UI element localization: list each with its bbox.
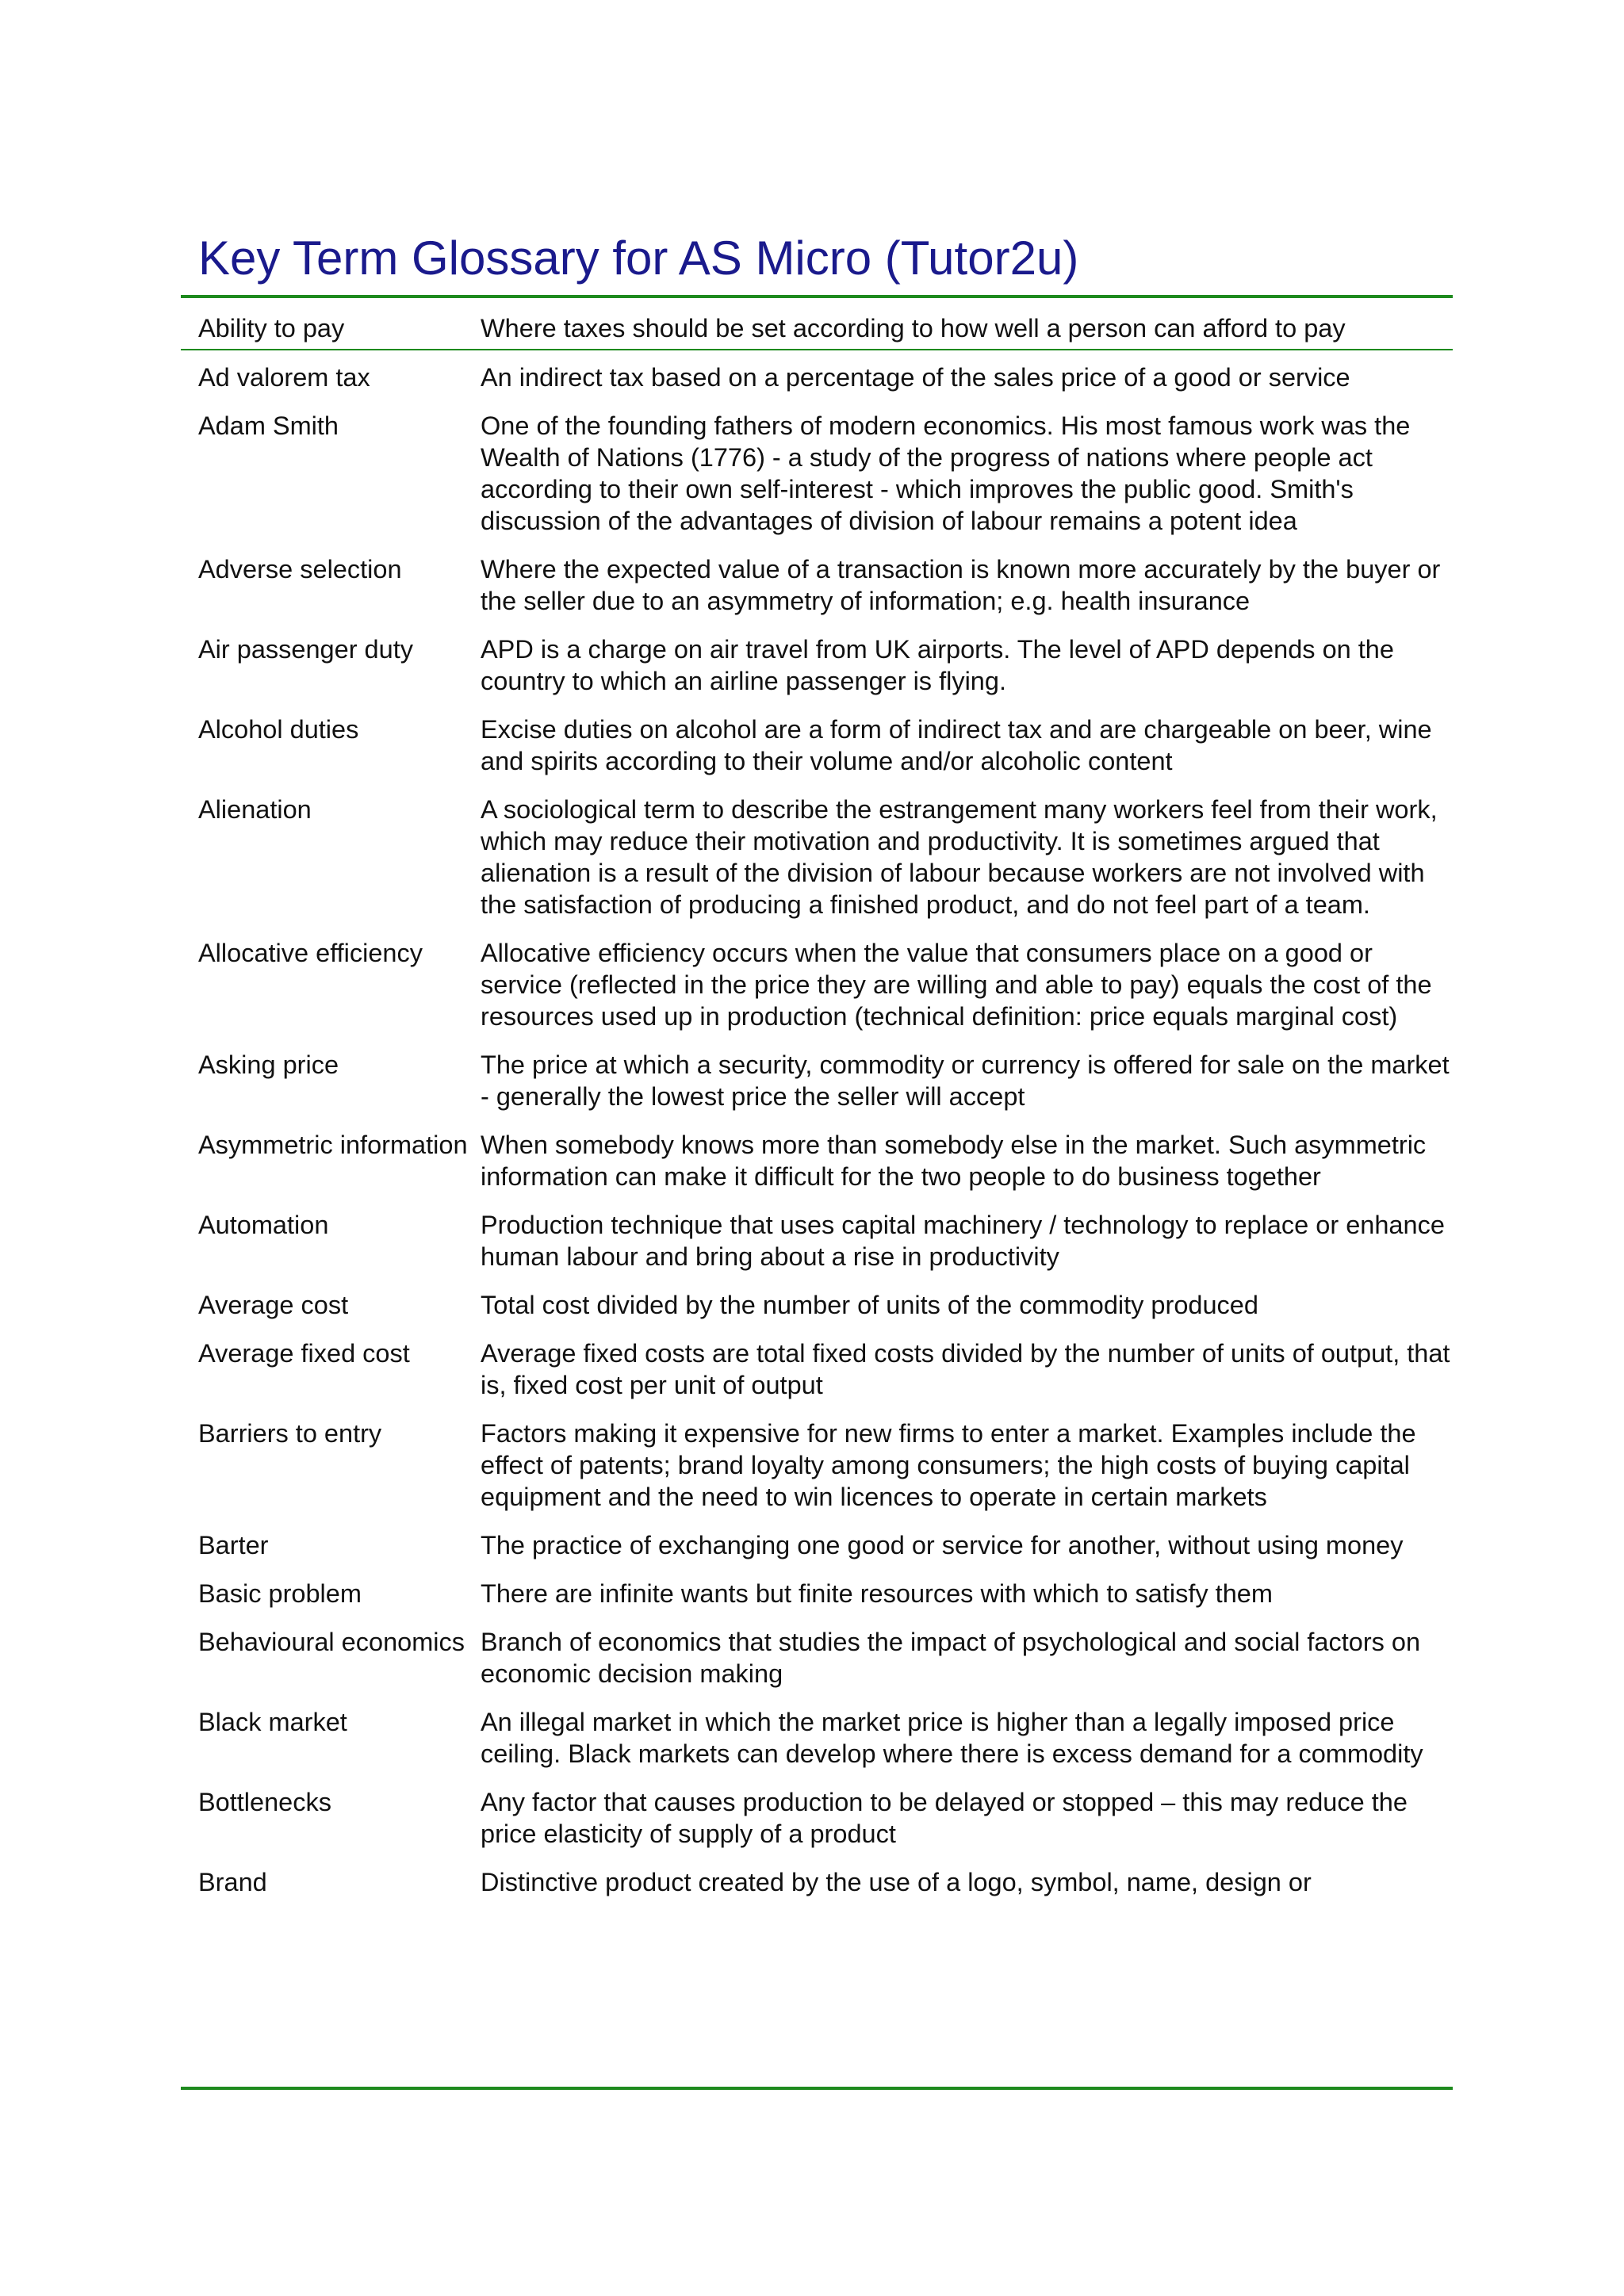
glossary-definition: Production technique that uses capital machinery / technology to replace or enhance human labour and bring about a rise in productivity bbox=[481, 1211, 1445, 1271]
glossary-definition: A sociological term to describe the estrangement many workers feel from their work, which may reduce their motivation and productivity. It is sometimes argued that alienation is a result of the division of labour because workers are not involved with the satisfaction of producing a finished product, and do not feel part of a team. bbox=[481, 795, 1438, 919]
glossary-row bbox=[198, 1786, 1453, 1850]
glossary-definition: The price at which a security, commodity or currency is offered for sale on the market - generally the lowest price the seller will accept bbox=[481, 1050, 1450, 1111]
glossary-definition: An indirect tax based on a percentage of the sales price of a good or service bbox=[481, 363, 1350, 392]
glossary-row bbox=[198, 553, 1453, 617]
glossary-term: Ability to pay bbox=[198, 314, 345, 342]
glossary-definition: Distinctive product created by the use of a logo, symbol, name, design or bbox=[481, 1868, 1312, 1896]
glossary-row bbox=[198, 1049, 1453, 1112]
glossary-definition: Where the expected value of a transaction is known more accurately by the buyer or the seller due to an asymmetry of information; e.g. health insurance bbox=[481, 555, 1441, 615]
glossary-row bbox=[198, 1289, 1453, 1321]
glossary-term: Allocative efficiency bbox=[198, 939, 423, 967]
glossary-row bbox=[198, 1706, 1453, 1770]
title-divider bbox=[181, 295, 1453, 298]
glossary-term: Average cost bbox=[198, 1291, 349, 1319]
glossary-term: Barter bbox=[198, 1531, 269, 1559]
glossary-row bbox=[198, 1529, 1453, 1561]
glossary-term: Adverse selection bbox=[198, 555, 402, 584]
glossary-term: Air passenger duty bbox=[198, 635, 413, 664]
page-title: Key Term Glossary for AS Micro (Tutor2u) bbox=[198, 232, 1079, 285]
glossary-definition: The practice of exchanging one good or service for another, without using money bbox=[481, 1531, 1404, 1559]
glossary-definition: Average fixed costs are total fixed costs divided by the number of units of output, that is, fixed cost per unit of output bbox=[481, 1339, 1450, 1399]
glossary-definition: Total cost divided by the number of units of the commodity produced bbox=[481, 1291, 1258, 1319]
glossary-row bbox=[198, 362, 1453, 393]
glossary-row bbox=[198, 714, 1453, 777]
glossary-definition: Branch of economics that studies the impact of psychological and social factors on economic decision making bbox=[481, 1628, 1421, 1688]
glossary-definition: There are infinite wants but finite resources with which to satisfy them bbox=[481, 1579, 1273, 1608]
glossary-row bbox=[198, 1337, 1453, 1401]
glossary-term: Ad valorem tax bbox=[198, 363, 370, 392]
glossary-term: Asymmetric information bbox=[198, 1131, 468, 1159]
glossary-term: Alcohol duties bbox=[198, 715, 359, 744]
glossary-term: Automation bbox=[198, 1211, 329, 1239]
glossary-term: Behavioural economics bbox=[198, 1628, 465, 1656]
glossary-row bbox=[198, 1626, 1453, 1689]
glossary-term: Asking price bbox=[198, 1050, 339, 1079]
glossary-term: Average fixed cost bbox=[198, 1339, 410, 1368]
glossary-term: Barriers to entry bbox=[198, 1419, 382, 1448]
glossary-definition: Any factor that causes production to be delayed or stopped – this may reduce the price elasticity of supply of a product bbox=[481, 1788, 1408, 1848]
glossary-row bbox=[198, 937, 1453, 1032]
glossary-row bbox=[198, 1866, 1453, 1898]
glossary-term: Bottlenecks bbox=[198, 1788, 332, 1816]
glossary-term: Adam Smith bbox=[198, 411, 339, 440]
glossary-definition: Excise duties on alcohol are a form of indirect tax and are chargeable on beer, wine and spirits according to their volume and/or alcoholic content bbox=[481, 715, 1432, 775]
glossary-definition: One of the founding fathers of modern economics. His most famous work was the Wealth of Nations (1776) - a study of the progress of nations where people act according to their own self-interest - which improves the public good. Smith's discussion of the advantages of division of labour remains a potent idea bbox=[481, 411, 1411, 535]
glossary-row bbox=[198, 794, 1453, 920]
glossary-table bbox=[198, 312, 1453, 1898]
glossary-row bbox=[198, 312, 1453, 344]
glossary-term: Black market bbox=[198, 1708, 347, 1736]
glossary-definition: An illegal market in which the market price is higher than a legally imposed price ceiling. Black markets can develop where there is excess demand for a commodity bbox=[481, 1708, 1423, 1768]
glossary-row bbox=[198, 633, 1453, 697]
glossary-definition: Where taxes should be set according to how well a person can afford to pay bbox=[481, 314, 1346, 342]
glossary-definition: When somebody knows more than somebody else in the market. Such asymmetric information can make it difficult for the two people to do business together bbox=[481, 1131, 1427, 1191]
glossary-definition: APD is a charge on air travel from UK airports. The level of APD depends on the country to which an airline passenger is flying. bbox=[481, 635, 1394, 695]
glossary-definition: Allocative efficiency occurs when the value that consumers place on a good or service (reflected in the price they are willing and able to pay) equals the cost of the resources used up in production (technical definition: price equals marginal cost) bbox=[481, 939, 1432, 1031]
glossary-term: Alienation bbox=[198, 795, 312, 824]
glossary-definition: Factors making it expensive for new firms to enter a market. Examples include the effect of patents; brand loyalty among consumers; the high costs of buying capital equipment and the need to win licences to operate in certain markets bbox=[481, 1419, 1416, 1511]
glossary-term: Brand bbox=[198, 1868, 267, 1896]
bottom-divider bbox=[181, 2087, 1453, 2090]
glossary-term: Basic problem bbox=[198, 1579, 362, 1608]
glossary-row bbox=[198, 1578, 1453, 1609]
glossary-row bbox=[198, 1418, 1453, 1513]
glossary-row bbox=[198, 1209, 1453, 1272]
glossary-row bbox=[198, 410, 1453, 537]
glossary-row bbox=[198, 1129, 1453, 1192]
